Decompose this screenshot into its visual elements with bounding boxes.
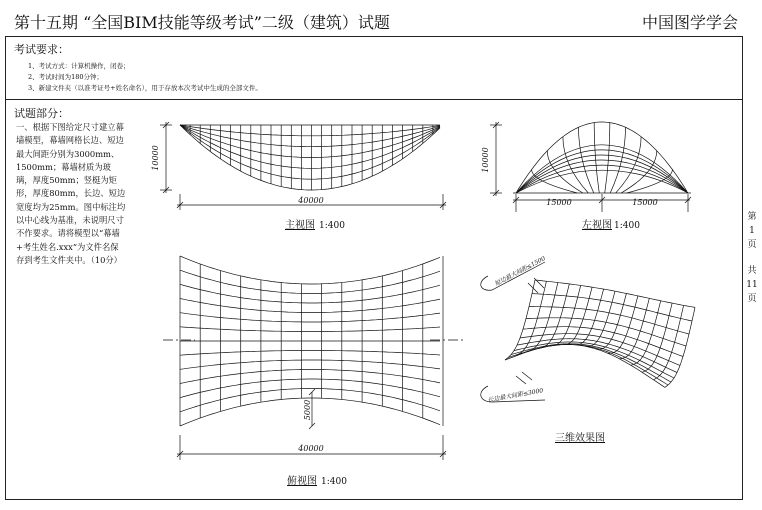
plan-horizontal-mullion <box>180 299 440 313</box>
side-horizontal-mullion <box>516 145 688 193</box>
side-horizontal-mullion <box>516 155 688 193</box>
page-title: 第十五期 “全国BIM技能等级考试”二级（建筑）试题 <box>14 13 390 32</box>
long-edge-note: 长边最大间距≤3000 <box>487 387 544 404</box>
side-horizontal-mullion <box>516 165 688 193</box>
plan-view-caption: 俯视图 <box>287 476 317 487</box>
question-text: 一、根据下图给定尺寸建立幕墙模型，幕墙网格长边、短边最大间距分别为3000mm、1500mm；幕墙材质为玻璃，厚度50mm；竖梃为矩形，厚度80mm，长边、短边宽度均为25mm。图中标注均以中心线为基准，未说明尺寸不作要求。请将模型以“幕墙+考生姓名.xxx”为文件名保存到考生文件夹中。（10分） <box>16 122 126 265</box>
front-width-dim: 40000 <box>298 196 324 205</box>
side-view-scale: 1:400 <box>614 221 640 231</box>
page-char: 页 <box>747 240 757 250</box>
side-vertical-mullion <box>579 127 594 193</box>
page-char: 页 <box>747 294 757 304</box>
side-view-curtain-wall <box>513 122 691 193</box>
iso-long-mullion <box>529 307 689 334</box>
iso-short-mullion <box>642 303 672 372</box>
front-view-curtain-wall <box>180 125 443 190</box>
side-vertical-mullion <box>594 123 599 193</box>
short-edge-note: 短边最大间距≤1500 <box>493 255 547 288</box>
page-number: 1 <box>749 226 755 236</box>
front-height-dim: 10000 <box>151 145 160 171</box>
plan-depth-dim: 5000 <box>303 399 312 421</box>
iso-long-mullion <box>535 280 695 307</box>
front-view-scale: 1:400 <box>319 221 345 231</box>
front-view-caption: 主视图 <box>285 220 315 231</box>
question-heading: 试题部分： <box>14 107 69 120</box>
requirement-item: 2、考试时间为180分钟； <box>28 73 104 81</box>
front-horizontal-mullion <box>180 125 440 136</box>
side-outline <box>516 122 687 193</box>
side-left-dim: 15000 <box>546 198 572 207</box>
side-vertical-mullion <box>616 137 641 193</box>
plan-horizontal-mullion <box>180 327 440 332</box>
iso-short-mullion <box>505 280 535 360</box>
plan-horizontal-mullion <box>180 360 440 369</box>
front-horizontal-mullion <box>180 125 440 179</box>
requirement-item: 1、考试方式：计算机操作，闭卷； <box>28 62 130 70</box>
iso-long-mullion <box>523 327 683 357</box>
iso-short-mullion <box>585 291 615 346</box>
side-vertical-mullion <box>563 137 588 193</box>
plan-width-dim: 40000 <box>298 444 324 453</box>
organization-name: 中国图学学会 <box>641 13 738 32</box>
requirements-heading: 考试要求： <box>14 43 69 56</box>
page-char: 共 <box>747 266 757 276</box>
side-vertical-mullion <box>605 123 610 193</box>
iso-view-caption: 三维效果图 <box>555 433 605 444</box>
side-vertical-mullion <box>610 127 625 193</box>
plan-horizontal-mullion <box>180 256 440 284</box>
plan-horizontal-mullion <box>180 270 440 293</box>
plan-horizontal-mullion <box>180 351 440 356</box>
side-right-dim: 15000 <box>632 198 658 207</box>
side-height-dim: 10000 <box>481 147 490 173</box>
iso-view-curtain-wall <box>505 280 695 387</box>
plan-horizontal-mullion <box>180 370 440 384</box>
page-char: 第 <box>747 212 757 222</box>
requirement-item: 3、新建文件夹（以准考证号+姓名命名），用于存放本次考试中生成的全部文件。 <box>28 84 262 92</box>
iso-leaders <box>481 262 545 402</box>
plan-horizontal-mullion <box>180 313 440 322</box>
plan-view-dimensions <box>163 340 466 460</box>
side-view-caption: 左视图 <box>582 220 612 231</box>
page-total: 11 <box>746 280 758 290</box>
plan-view-scale: 1:400 <box>321 477 347 487</box>
